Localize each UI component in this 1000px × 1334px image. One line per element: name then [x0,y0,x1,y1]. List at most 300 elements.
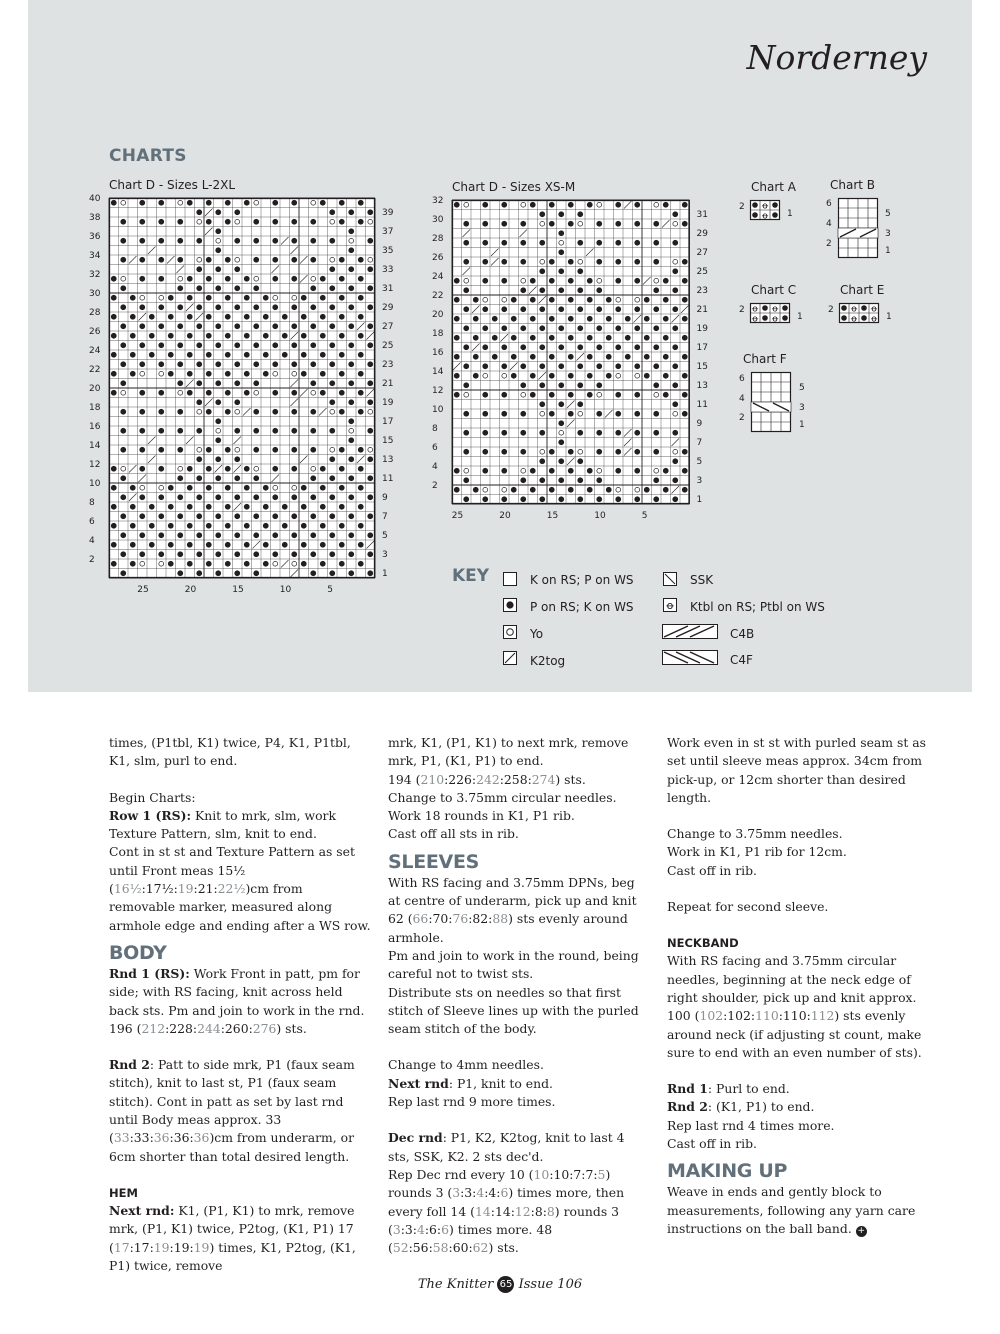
purl-stitch [463,325,469,331]
purl-stitch [263,523,269,529]
purl-stitch [473,297,479,303]
row-number: 1 [696,494,703,505]
purl-stitch [348,532,354,538]
purl-stitch [482,278,488,284]
purl-stitch [587,278,593,284]
purl-stitch [130,371,136,377]
purl-stitch [139,361,145,367]
size-value: 19 [153,1239,170,1255]
subheading-hem: HEM [109,1185,138,1200]
paragraph [109,965,371,1020]
purl-stitch [358,276,364,282]
text: 194 ( [388,771,421,787]
paragraph: Change to 4mm needles. [388,1057,544,1073]
purl-stitch [139,257,145,263]
purl-stitch [672,477,678,483]
purl-stitch [454,297,460,303]
purl-stitch [568,487,574,493]
paragraph: Cast off in rib. [667,1136,757,1152]
purl-stitch [206,219,212,225]
purl-stitch [111,200,117,206]
purl-stitch [215,418,221,424]
text: :226: [444,771,477,787]
purl-stitch [310,380,316,386]
purl-stitch [130,504,136,510]
purl-stitch [206,485,212,491]
purl-stitch [215,456,221,462]
size-value: 112 [810,1008,835,1024]
paragraph: mrk, K1, (P1, K1) to next mrk, remove mrk, P1, (K1, P1) to end. [388,735,629,769]
purl-stitch [634,468,640,474]
row-number: 9 [696,418,703,429]
purl-stitch [111,466,117,472]
purl-stitch [187,504,193,510]
purl-stitch [206,447,212,453]
purl-stitch [367,456,373,462]
purl-stitch [196,323,202,329]
text: : P1, K2, K2tog, knit to last 4 sts, SSK, K2. 2 sts dec'd. [388,1130,625,1164]
purl-stitch [187,371,193,377]
purl-stitch [367,513,373,519]
purl-stitch [530,297,536,303]
purl-stitch [558,306,564,312]
charts-heading: CHARTS [109,146,187,166]
purl-stitch [482,430,488,436]
purl-stitch [577,211,583,217]
purl-stitch [625,354,631,360]
purl-stitch [168,295,174,301]
text: ) sts. [276,1020,307,1036]
paragraph: times, (P1tbl, K1) twice, P4, K1, P1tbl, K1, slm, purl to end. [109,735,351,769]
purl-stitch [196,209,202,215]
purl-stitch [215,266,221,272]
purl-stitch [606,316,612,322]
purl-stitch [454,392,460,398]
purl-stitch [329,285,335,291]
purl-stitch [348,399,354,405]
row-number: 39 [382,207,394,218]
purl-stitch [310,219,316,225]
row-label: Row 1 (RS): [109,807,192,823]
purl-stitch [653,287,659,293]
purl-stitch [139,447,145,453]
purl-stitch [263,542,269,548]
purl-stitch [568,316,574,322]
purl-stitch [215,342,221,348]
purl-stitch [539,240,545,246]
paragraph: Distribute sts on needles so that first stitch of Sleeve lines up with the purled seam stitch of the body. [388,984,639,1037]
row-number: 28 [89,308,101,318]
chart-c-right-num: 1 [797,312,803,322]
purl-stitch [234,570,240,576]
purl-stitch [672,287,678,293]
purl-stitch [348,475,354,481]
purl-stitch [530,468,536,474]
purl-stitch [320,561,326,567]
text: With RS facing and 3.75mm circular needles, beginning at the neck edge of right shoulder, pick up and knit approx. 100 ( [667,953,917,1024]
purl-stitch [111,352,117,358]
purl-stitch [301,314,307,320]
purl-stitch [501,392,507,398]
purl-stitch [282,314,288,320]
size-value: 19 [193,1239,210,1255]
purl-stitch [177,428,183,434]
purl-stitch [473,316,479,322]
purl-stitch [310,257,316,263]
purl-stitch [291,513,297,519]
purl-stitch [615,496,621,502]
paragraph [667,1098,929,1116]
purl-stitch [272,342,278,348]
text: :21: [193,881,218,897]
key-label: K2tog [530,654,566,668]
purl-stitch [329,342,335,348]
purl-stitch [263,295,269,301]
text: Cont in st st and Texture Pattern as set until Front meas 15½ ( [109,844,355,897]
purl-stitch [168,352,174,358]
purl-stitch [291,447,297,453]
purl-stitch [339,542,345,548]
purl-stitch [539,496,545,502]
size-value: 76 [452,911,469,927]
paragraph: Work 18 rounds in K1, P1 rib. [388,808,575,824]
purl-stitch [615,344,621,350]
purl-stitch [234,304,240,310]
key-label: C4B [730,627,755,641]
size-value: 3 [452,1185,461,1201]
purl-stitch [653,430,659,436]
purl-stitch [320,371,326,377]
row-label: Rnd 1 (RS): [109,965,190,981]
purl-stitch [539,430,545,436]
purl-stitch [158,219,164,225]
purl-stitch [177,551,183,557]
row-number: 22 [432,291,444,301]
purl-stitch [367,570,373,576]
purl-stitch [244,371,250,377]
purl-stitch [549,411,555,417]
purl-stitch [501,344,507,350]
purl-stitch [568,449,574,455]
purl-stitch [549,449,555,455]
purl-stitch [358,333,364,339]
purl-stitch [463,477,469,483]
text: :228: [165,1020,198,1036]
purl-stitch [272,257,278,263]
size-value: 242 [476,771,500,787]
svg-text:ꝋ: ꝋ [761,211,769,222]
purl-stitch [206,409,212,415]
purl-stitch [367,238,373,244]
row-number: 7 [382,511,388,522]
purl-stitch [663,278,669,284]
chart-e-left-num: 2 [828,305,834,315]
purl-stitch [358,314,364,320]
purl-stitch [120,409,126,415]
purl-stitch [615,392,621,398]
purl-stitch [463,411,469,417]
purl-stitch [587,335,593,341]
purl-stitch [511,354,517,360]
purl-stitch [253,475,259,481]
purl-stitch [225,390,231,396]
purl-stitch [568,354,574,360]
purl-stitch [225,200,231,206]
paragraph [109,1202,371,1275]
purl-stitch [263,314,269,320]
purl-stitch [501,325,507,331]
purl-stitch [253,447,259,453]
purl-stitch [549,259,555,265]
purl-stitch [558,496,564,502]
purl-stitch [320,542,326,548]
purl-stitch [606,354,612,360]
purl-stitch [158,551,164,557]
row-number: 9 [382,492,388,503]
purl-stitch [549,354,555,360]
purl-stitch [301,333,307,339]
purl-stitch [367,494,373,500]
purl-stitch [310,532,316,538]
purl-stitch [225,409,231,415]
purl-stitch [634,430,640,436]
purl-stitch [272,447,278,453]
purl-stitch [310,551,316,557]
purl-stitch [168,523,174,529]
row-number: 12 [432,386,444,396]
purl-stitch [615,430,621,436]
purl-stitch [568,468,574,474]
magazine-name: The Knitter [417,1277,494,1292]
twisted-stitch-icon [663,598,677,612]
purl-stitch [348,361,354,367]
paragraph [109,1056,371,1166]
purl-stitch [501,449,507,455]
purl-stitch [206,333,212,339]
purl-stitch [348,228,354,234]
row-number: 31 [382,283,394,294]
purl-stitch [158,238,164,244]
purl-stitch [329,399,335,405]
purl-stitch [158,200,164,206]
row-number: 6 [432,443,438,453]
purl-stitch [291,238,297,244]
purl-stitch [606,335,612,341]
purl-stitch [177,285,183,291]
row-number: 5 [382,530,388,541]
text: :260: [220,1020,253,1036]
key-label: Ktbl on RS; Ptbl on WS [690,600,825,614]
purl-stitch [634,259,640,265]
purl-stitch [291,276,297,282]
purl-stitch [596,344,602,350]
purl-stitch [120,494,126,500]
purl-stitch [225,504,231,510]
purl-stitch [244,561,250,567]
purl-stitch [558,363,564,369]
purl-stitch [358,561,364,567]
purl-stitch [253,380,259,386]
purl-stitch [454,373,460,379]
purl-stitch [139,532,145,538]
purl-stitch [568,297,574,303]
purl-stitch [130,352,136,358]
text: :33: [129,1130,154,1146]
text: :60: [448,1240,473,1256]
column-number: 25 [451,511,464,521]
purl-stitch [682,297,688,303]
purl-stitch [653,496,659,502]
purl-stitch [120,447,126,453]
purl-stitch [111,542,117,548]
purl-stitch [653,325,659,331]
purl-stitch [501,259,507,265]
key-label: Yo [530,627,544,641]
purl-stitch [577,401,583,407]
purl-stitch [482,221,488,227]
purl-stitch [339,523,345,529]
purl-stitch [253,551,259,557]
purl-stitch [244,295,250,301]
row-number: 18 [89,403,101,413]
yarn-over-icon [503,625,517,639]
purl-stitch [549,297,555,303]
row-label: Next rnd: [109,1202,175,1218]
purl-stitch [225,466,231,472]
purl-stitch [187,314,193,320]
purl-stitch [301,561,307,567]
svg-text:ꝋ: ꝋ [870,304,878,315]
purl-stitch [310,428,316,434]
purl-stitch [196,238,202,244]
purl-stitch [549,487,555,493]
purl-stitch [253,428,259,434]
purl-stitch [625,335,631,341]
purl-stitch [310,513,316,519]
purl-stitch [244,314,250,320]
purl-stitch [634,278,640,284]
purl-stitch [320,466,326,472]
size-value: 102 [699,1008,724,1024]
purl-stitch [329,456,335,462]
purl-stitch [320,485,326,491]
purl-stitch [244,504,250,510]
purl-stitch [320,390,326,396]
purl-stitch [672,401,678,407]
purl-stitch [358,523,364,529]
purl-stitch [206,390,212,396]
purl-stitch [310,304,316,310]
purl-stitch [329,266,335,272]
purl-stitch [339,390,345,396]
text-column-3 [667,734,929,1238]
purl-stitch [111,295,117,301]
purl-stitch [367,380,373,386]
issue-number: Issue 106 [518,1277,583,1292]
chart-e-grid [839,303,879,323]
purl-stitch [454,487,460,493]
purl-stitch [244,200,250,206]
row-label: Rnd 1 [667,1081,708,1097]
k2tog-slash-icon [503,651,517,665]
purl-stitch [215,437,221,443]
purl-stitch [225,561,231,567]
purl-stitch [615,278,621,284]
purl-stitch [539,268,545,274]
purl-stitch [111,276,117,282]
purl-stitch [625,316,631,322]
text: :19: [169,1239,194,1255]
paragraph: Pm and join to work in the round, being careful not to twist sts. [388,947,639,982]
purl-stitch [549,202,555,208]
purl-stitch [111,390,117,396]
purl-stitch [177,513,183,519]
purl-stitch [577,344,583,350]
purl-stitch [653,221,659,227]
row-number: 16 [89,422,101,432]
chart-d-small-title: Chart D - Sizes XS-M [452,180,576,194]
purl-stitch [206,542,212,548]
purl-stitch [682,449,688,455]
purl-stitch [530,392,536,398]
text: Weave in ends and gently block to measurements, following any yarn care instructions on the ball band. [667,1184,916,1236]
column-number: 5 [327,585,333,595]
purl-stitch [558,211,564,217]
row-number: 13 [382,454,394,465]
section-heading-body: BODY [109,941,167,964]
purl-stitch [206,276,212,282]
purl-stitch [130,314,136,320]
purl-stitch [501,278,507,284]
blank-square-icon [503,572,517,586]
purl-stitch [120,380,126,386]
chart-b-right-num: 1 [885,246,891,256]
chart-f-left-num: 2 [739,413,745,423]
svg-text:ꝋ: ꝋ [870,314,878,325]
purl-stitch [463,363,469,369]
purl-stitch [348,304,354,310]
purl-stitch [482,240,488,246]
column-number: 15 [232,585,244,595]
purl-stitch [463,221,469,227]
purl-stitch [291,200,297,206]
purl-stitch [320,295,326,301]
purl-stitch [272,304,278,310]
purl-stitch [634,306,640,312]
purl-stitch [530,487,536,493]
purl-stitch [187,276,193,282]
ssk-backslash-icon [663,572,677,586]
svg-text:ꝋ: ꝋ [761,201,769,212]
purl-stitch [187,200,193,206]
purl-stitch [177,570,183,576]
purl-stitch [234,399,240,405]
purl-stitch [310,409,316,415]
purl-stitch [244,390,250,396]
purl-stitch [539,287,545,293]
purl-stitch [120,257,126,263]
paragraph [388,1075,650,1093]
purl-stitch [539,211,545,217]
row-number: 24 [89,346,101,356]
purl-stitch [111,333,117,339]
purl-stitch [320,523,326,529]
purl-stitch [615,449,621,455]
svg-text:ꝋ: ꝋ [771,314,779,325]
row-number: 6 [89,517,95,527]
purl-stitch [530,202,536,208]
row-number: 25 [382,340,394,351]
